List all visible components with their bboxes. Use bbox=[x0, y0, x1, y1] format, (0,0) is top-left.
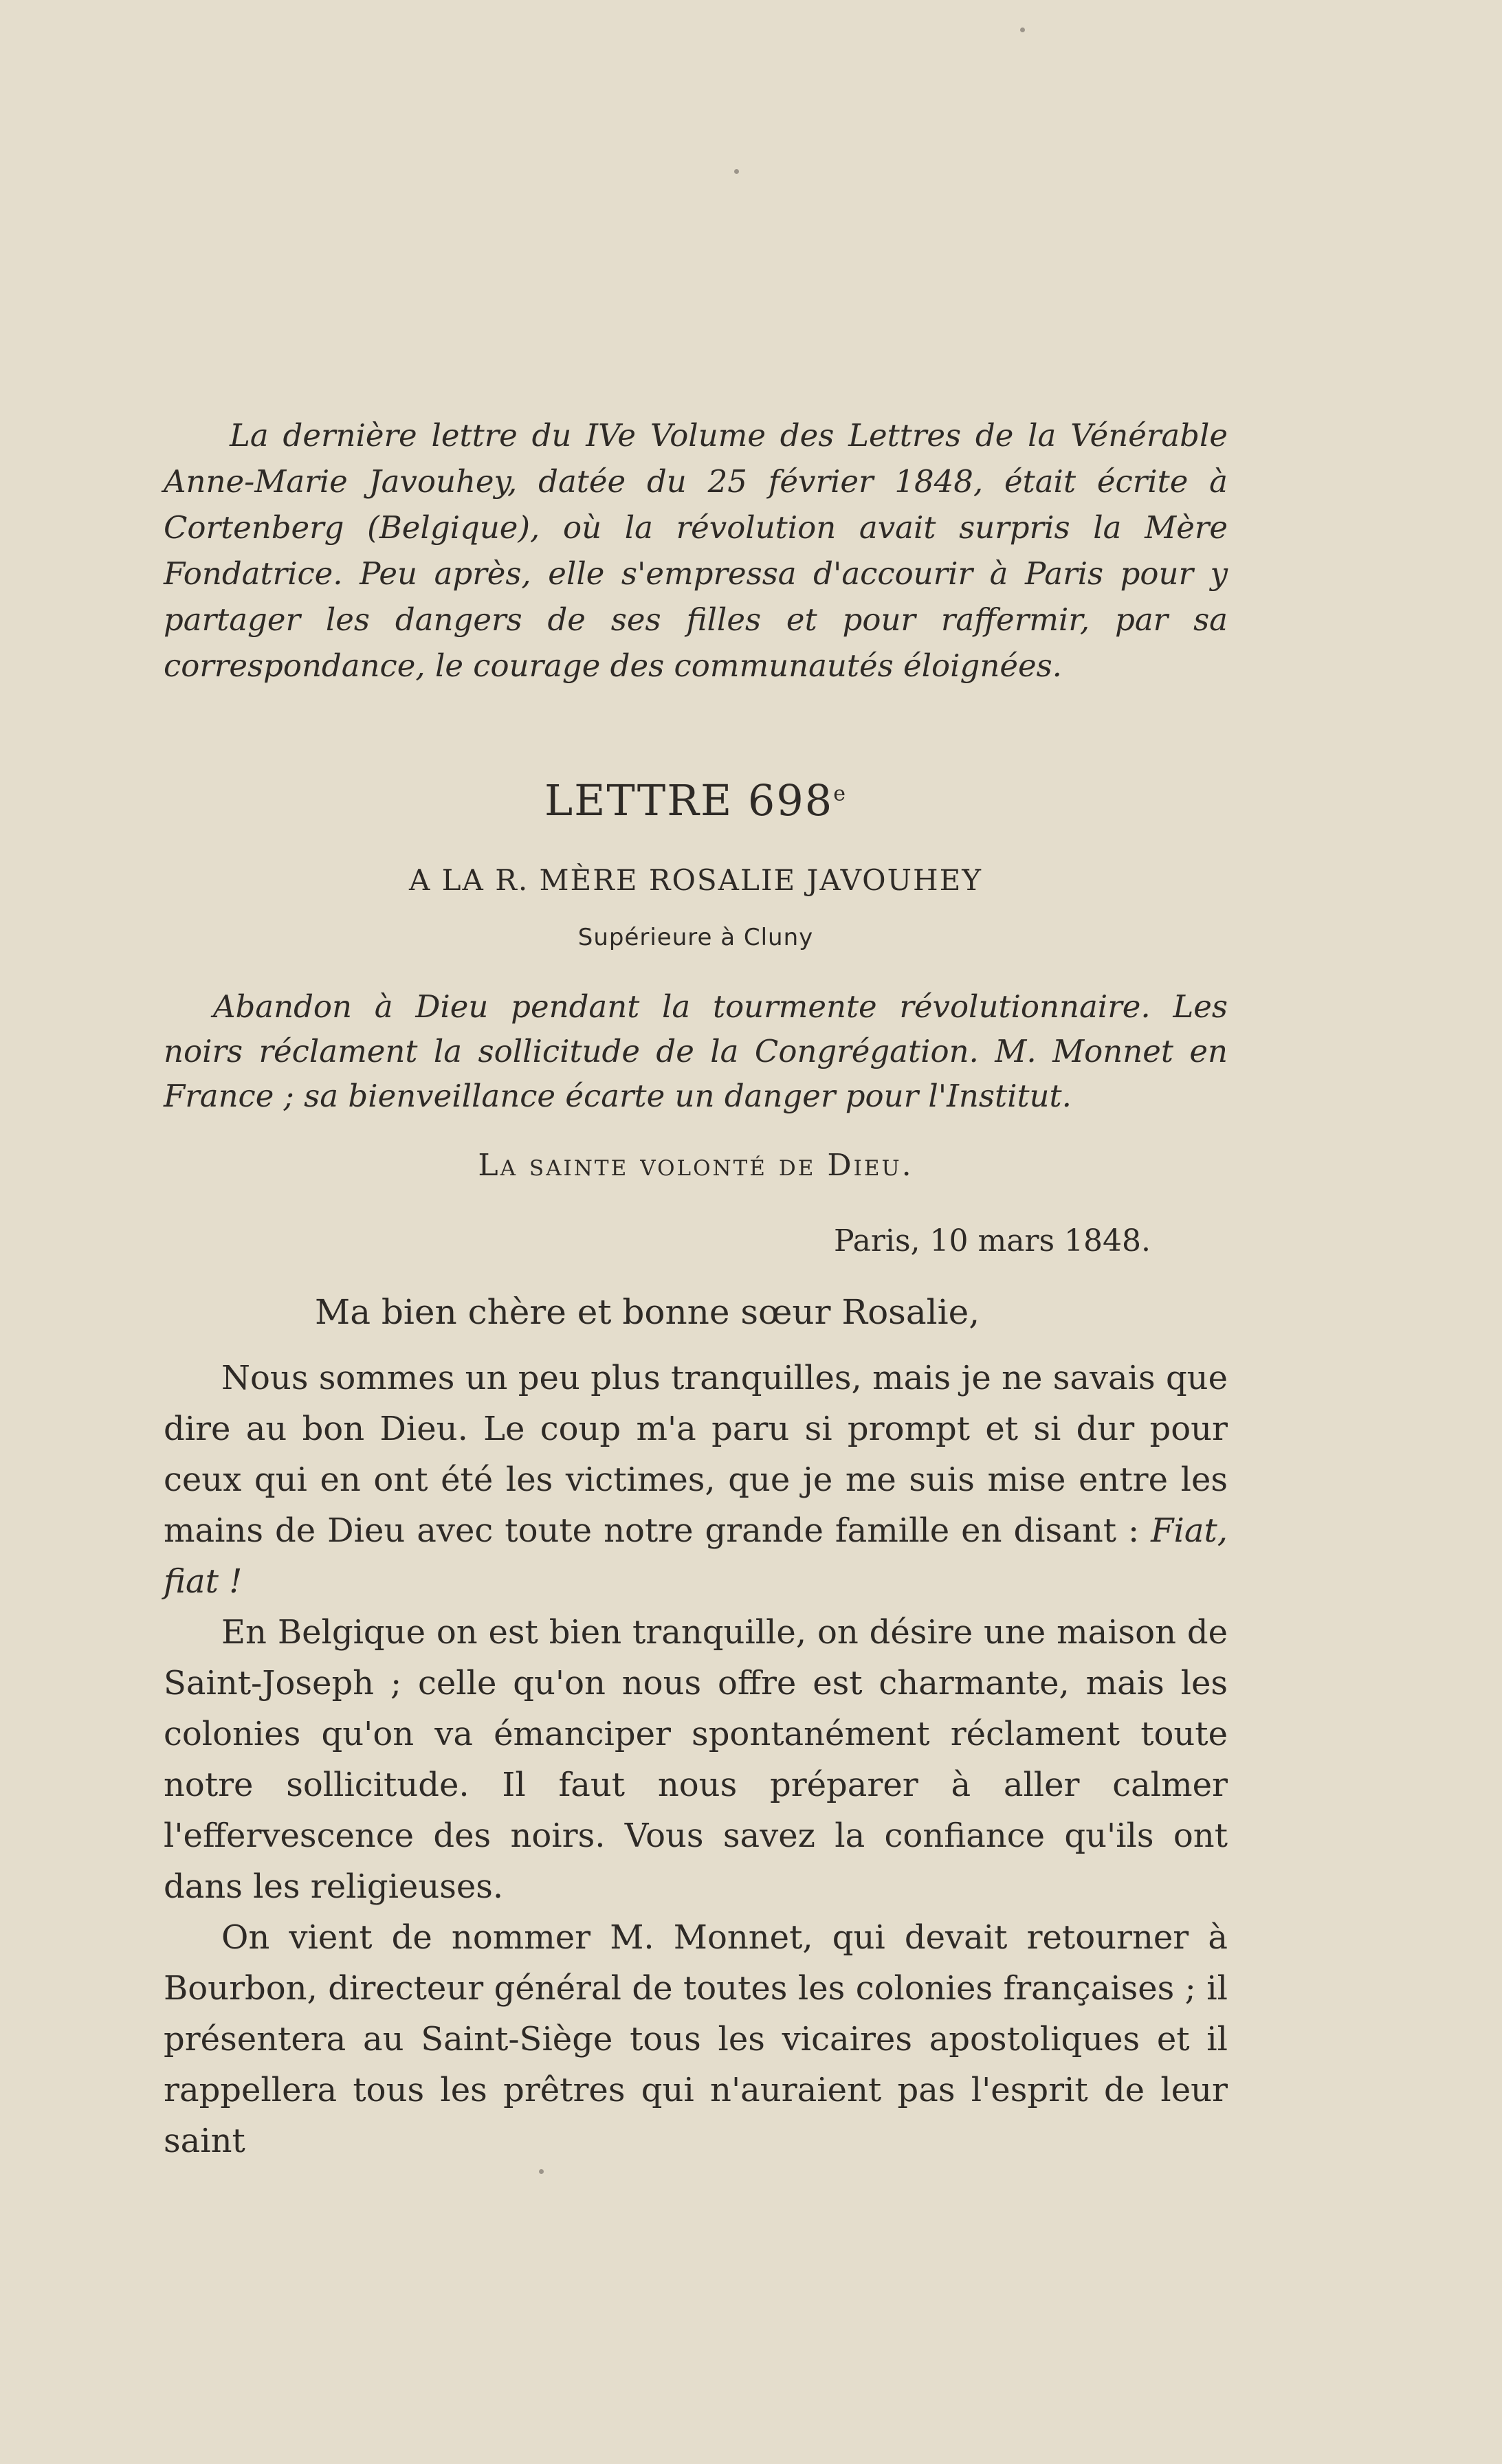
paper-speck bbox=[1020, 27, 1025, 32]
editorial-introduction: La dernière lettre du IVe Volume des Lettres de la Vénérable Anne-Marie Javouhey, datée du 25 février 1848, était écrite à Cortenberg (Belgique), où la révolution avait surpris la Mère Fondatrice. Peu après, elle s'empressa d'accourir à Paris pour y partager les dangers de ses filles et pour raffermir, par sa correspondance, le courage des communautés éloignées. bbox=[164, 417, 1228, 684]
paragraph-emphasis: Fiat, fiat ! bbox=[164, 1511, 1228, 1601]
letter-title bbox=[164, 775, 1228, 825]
body-paragraph: En Belgique on est bien tranquille, on désire une maison de Saint-Joseph ; celle qu'on nous offre est charmante, mais les colonies qu'on va émanciper spontanément réclament toute notre sollicitude. Il faut nous préparer à aller calmer l'effervescence des noirs. Vous savez la confiance qu'ils ont dans les religieuses. bbox=[164, 1613, 1228, 1906]
letter-number-suffix: e bbox=[833, 781, 848, 806]
paper-speck bbox=[734, 169, 739, 174]
body-paragraph: On vient de nommer M. Monnet, qui devait retourner à Bourbon, directeur général de toutes les colonies françaises ; il présentera au Saint-Siège tous les vicaires apostoliques et il rappellera tous les prêtres qui n'auraient pas l'esprit de leur saint bbox=[164, 1918, 1228, 2160]
body-paragraph bbox=[164, 1353, 1228, 1607]
recipient-role: Supérieure à Cluny bbox=[577, 924, 814, 951]
letter-summary: Abandon à Dieu pendant la tourmente révolutionnaire. Les noirs réclament la sollicitude de la Congrégation. M. Monnet en France ; sa bienveillance écarte un danger pour l'Institut. bbox=[164, 988, 1228, 1114]
letter-motto: La sainte volonté de Dieu. bbox=[478, 1148, 914, 1183]
letter-dateline: Paris, 10 mars 1848. bbox=[833, 1223, 1151, 1258]
document-page bbox=[164, 412, 1228, 2160]
letter-number: LETTRE 698 bbox=[544, 775, 834, 825]
letter-recipient: A LA R. MÈRE ROSALIE JAVOUHEY bbox=[408, 863, 983, 897]
paper-speck bbox=[539, 2169, 544, 2174]
paragraph-text: Nous sommes un peu plus tranquilles, mais je ne savais que dire au bon Dieu. Le coup m'a paru si prompt et si dur pour ceux qui en ont été les victimes, que je me suis mise entre les mains de Dieu avec toute notre grande famille en disant : bbox=[164, 1359, 1228, 1550]
letter-salutation: Ma bien chère et bonne sœur Rosalie, bbox=[315, 1292, 980, 1332]
letter-body bbox=[164, 1353, 1228, 2166]
